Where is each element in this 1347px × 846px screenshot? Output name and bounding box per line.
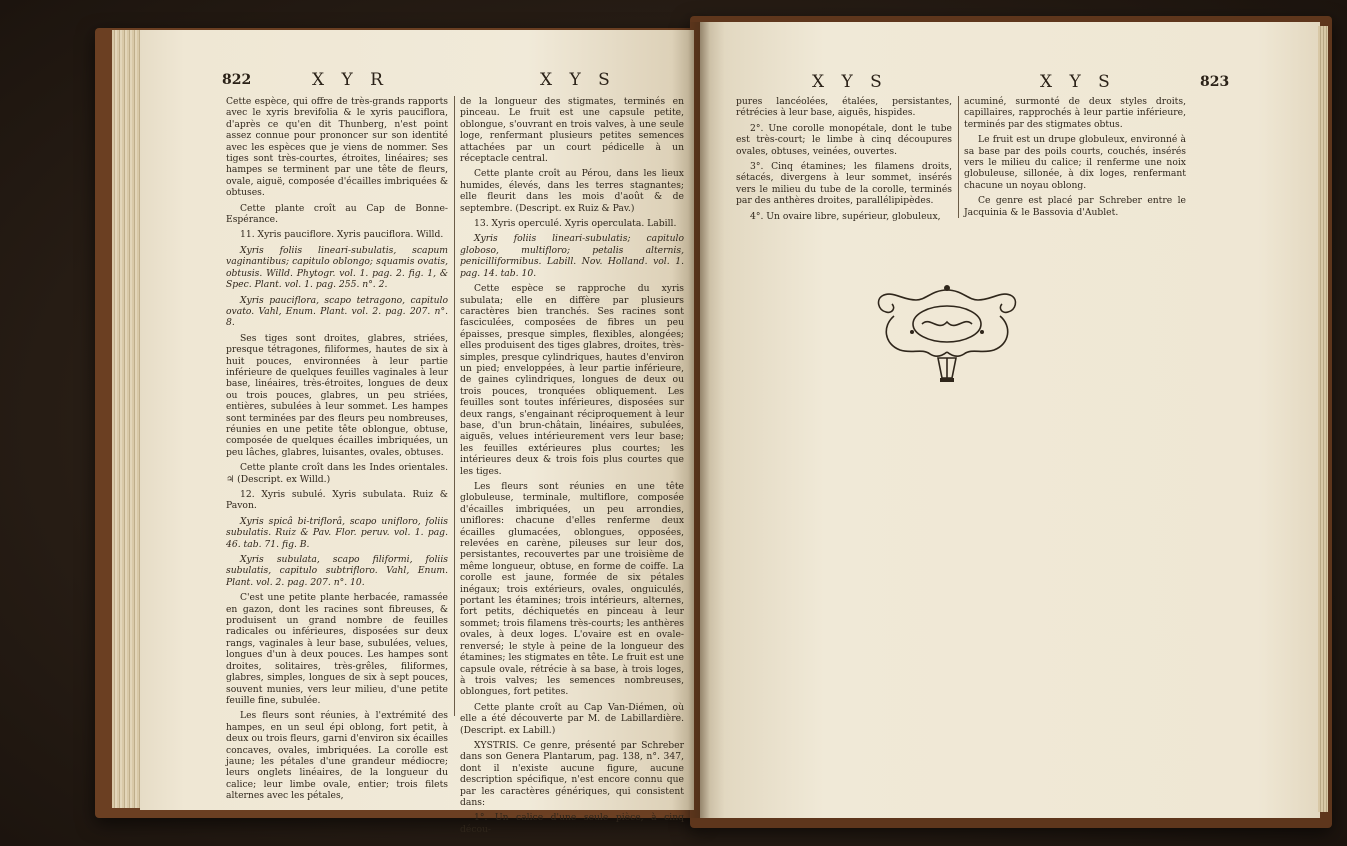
left-running-head-2: X Y S	[540, 70, 616, 90]
right-page-number: 823	[1200, 74, 1230, 90]
citation: Xyris foliis lineari-subulatis, scapum vaginantibus; capitulo oblongo; squamis ovatis, obtusis. Willd. Phytogr. vol. 1. pag. 2. fig. 1, & Spec. Plant. vol. 1. pag. 255. n°. 2.	[226, 244, 448, 291]
left-page-column-2	[460, 96, 684, 839]
paragraph: pures lancéolées, étalées, persistantes, rétrécies à leur base, aiguës, hispides.	[736, 96, 952, 119]
fleuron-ornament-icon	[872, 282, 1022, 386]
paragraph: Les fleurs sont réunies en une tête globuleuse, terminale, multiflore, composée d'écailles imbriquées, un peu arrondies, uniflores: chacune d'elles renferme deux écailles glumacées, oblongues, opposées, relevées en carène, pileuses sur leur dos, persistantes, recouvertes par une troisième de même longueur, obtuse, en forme de coiffe. La corolle est jaune, formée de six pétales inégaux; trois extérieurs, ovales, onguiculés, portant les étamines; trois intérieurs, alternes, fort petits, déchiquetés en pinceau à leur sommet; trois filamens très-courts; les anthères ovales, à deux loges. L'ovaire est en ovale-renversé; le style à peine de la longueur des étamines; les stigmates en tête. Le fruit est une capsule ovale, rétrécie à sa base, à trois loges, à trois valves; les semences nombreuses, oblongues, fort petites.	[460, 481, 684, 698]
paragraph: Cette plante croît au Cap Van-Diémen, où elle a été découverte par M. de Labillardière. (Descript. ex Labill.)	[460, 701, 684, 736]
citation: Xyris subulata, scapo filiformi, foliis subulatis, capitulo subtrifloro. Vahl, Enum. Plant. vol. 2. pag. 207. n°. 10.	[226, 554, 448, 588]
right-page-column-1	[736, 96, 952, 226]
paragraph: Cette espèce, qui offre de très-grands rapports avec le xyris brevifolia & le xyris pauciflora, d'après ce qu'en dit Thunberg, n'est point assez connue pour prononcer sur son identité avec les espèces que je viens de nommer. Ses tiges sont très-courtes, étroites, linéaires; ses hampes se terminent par une tête de fleurs, ovale, aiguë, composée d'écailles imbriquées & obtuses.	[226, 96, 448, 199]
entry-heading: 11. Xyris pauciflore. Xyris pauciflora. Willd.	[240, 229, 444, 241]
citation: Xyris foliis lineari-subulatis; capitulo globoso, multifloro; petalis alternis, penicilliformibus. Labill. Nov. Holland. vol. 1. pag. 14. tab. 10.	[460, 233, 684, 279]
paragraph: 3°. Cinq étamines; les filamens droits, sétacés, divergens à leur sommet, insérés vers le milieu du tube de la corolle, terminés par des anthères droites, parallélipipèdes.	[736, 161, 952, 207]
entry-heading: 12. Xyris subulé. Xyris subulata. Ruiz & Pavon.	[226, 489, 448, 512]
paragraph: Cette plante croît au Cap de Bonne-Espérance.	[226, 202, 448, 226]
left-page-number: 822	[222, 72, 252, 88]
paragraph: Ses tiges sont droites, glabres, striées, presque tétragones, filiformes, hautes de six à huit pouces, environnées à leur partie inférieure de quelques feuilles vaginales à leur base, linéaires, très-étroites, longues de deux ou trois pouces, glabres, un peu striées, entières, subulées à leur sommet. Les hampes sont terminées par des fleurs peu nombreuses, réunies en une petite tête oblongue, obtuse, composée de quelques écailles imbriquées, un peu lâches, glabres, luisantes, ovales, obtuses.	[226, 332, 448, 458]
paragraph: 4°. Un ovaire libre, supérieur, globuleux,	[750, 210, 941, 222]
column-rule	[958, 96, 959, 218]
entry-heading: 13. Xyris operculé. Xyris operculata. Labill.	[474, 218, 677, 230]
right-page-edges	[1318, 26, 1328, 812]
paragraph: Ce genre est placé par Schreber entre le Jacquinia & le Bassovia d'Aublet.	[964, 195, 1186, 218]
paragraph: acuminé, surmonté de deux styles droits, capillaires, rapprochés à leur partie inférieure, terminés par des stigmates obtus.	[964, 96, 1186, 130]
book-gutter	[688, 22, 710, 818]
paragraph: Cette plante croît dans les Indes orientales. ♃ (Descript. ex Willd.)	[226, 462, 448, 485]
paragraph: Cette espèce se rapproche du xyris subulata; elle en diffère par plusieurs caractères bien tranchés. Ses racines sont fasciculées, composées de fibres un peu épaisses, presque simples, flexibles, alongées; elles produisent des tiges glabres, droites, très-simples, presque cylindriques, hautes d'environ un pied; enveloppées, à leur partie inférieure, de gaines cylindriques, longues de deux ou trois pouces, tronquées obliquement. Les feuilles sont toutes inférieures, disposées sur deux rangs, s'engainant réciproquement à leur base, d'un brun-châtain, linéaires, subulées, aiguës, velues intérieurement vers leur base; les feuilles extérieures plus courtes; les intérieures deux & trois fois plus courtes que les tiges.	[460, 283, 684, 477]
left-running-head-1: X Y R	[312, 70, 389, 90]
paragraph: Cette plante croît au Pérou, dans les lieux humides, élevés, dans les terres stagnantes; elle fleurit dans les mois d'août & de septembre. (Descript. ex Ruiz & Pav.)	[460, 168, 684, 214]
paragraph: Les fleurs sont réunies, à l'extrémité des hampes, en un seul épi oblong, fort petit, à deux ou trois fleurs, garni d'environ six écailles concaves, ovales, imbriquées. La corolle est jaune; les pétales d'une grandeur médiocre; leurs onglets linéaires, de la longueur du calice; leur limbe ovale, entier; trois filets alternes avec les pétales,	[226, 710, 448, 802]
paragraph: 2°. Une corolle monopétale, dont le tube est très-court; le limbe à cinq découpures ovales, obtuses, veinées, ouvertes.	[736, 122, 952, 157]
paragraph: Le fruit est un drupe globuleux, environné à sa base par des poils courts, couchés, insérés vers le milieu du calice; il renferme une noix globuleuse, sillonée, à dix loges, renfermant chacune un noyau oblong.	[964, 134, 1186, 191]
genus-entry: XYSTRIS. Ce genre, présenté par Schreber dans son Genera Plantarum, pag. 138, n°. 347, dont il n'existe aucune figure, aucune description spécifique, n'est encore connu que par les caractères génériques, qui consistent dans:	[460, 739, 684, 808]
column-rule	[454, 96, 455, 716]
paragraph: de la longueur des stigmates, terminés en pinceau. Le fruit est une capsule petite, oblongue, s'ouvrant en trois valves, à une seule loge, renfermant plusieurs petites semences attachées par un court pédicelle à un réceptacle central.	[460, 96, 684, 165]
right-running-head-1: X Y S	[812, 72, 888, 92]
paragraph: C'est une petite plante herbacée, ramassée en gazon, dont les racines sont fibreuses, & produisent un grand nombre de feuilles radicales ou inférieures, disposées sur deux rangs, vaginales à leur base, subulées, velues, longues d'un à deux pouces. Les hampes sont droites, solitaires, très-grêles, filiformes, glabres, simples, longues de six à sept pouces, souvent munies, vers leur milieu, d'une petite feuille fine, subulée.	[226, 592, 448, 706]
right-running-head-2: X Y S	[1040, 72, 1116, 92]
right-page-column-2	[964, 96, 1186, 222]
citation: Xyris spicâ bi-triflorâ, scapo unifloro, foliis subulatis. Ruiz & Pav. Flor. peruv. vol. 1. pag. 46. tab. 71. fig. B.	[226, 515, 448, 550]
paragraph: 1°. Un calice d'une seule pièce, à cinq décou-	[460, 812, 684, 835]
citation: Xyris pauciflora, scapo tetragono, capitulo ovato. Vahl, Enum. Plant. vol. 2. pag. 207. n°. 8.	[226, 294, 448, 329]
left-page-column-1	[226, 96, 448, 806]
